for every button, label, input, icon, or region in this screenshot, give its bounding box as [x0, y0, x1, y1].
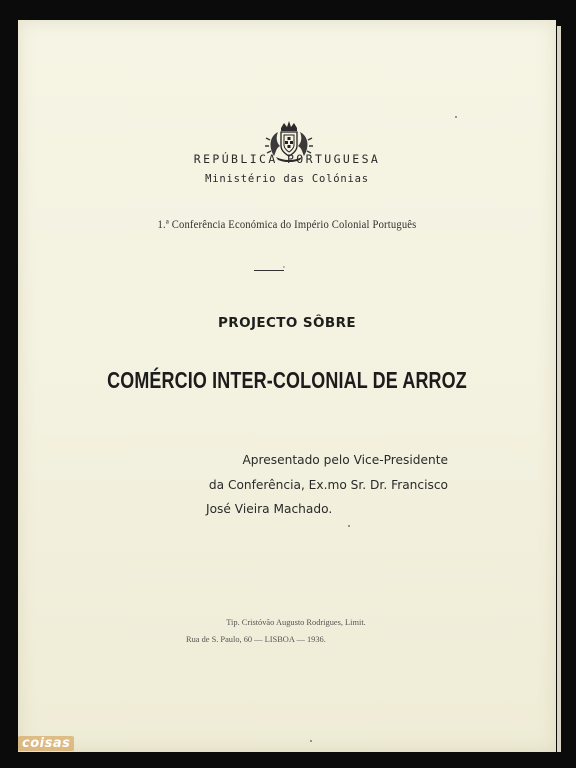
- page-edge: [557, 26, 561, 752]
- divider-rule: [254, 270, 284, 271]
- presenter-line-3: José Vieira Machado.: [206, 502, 333, 516]
- watermark-logo: coisas: [18, 736, 74, 751]
- document-title: COMÉRCIO INTER-COLONIAL DE ARROZ: [107, 367, 467, 393]
- ministerio-heading: Ministério das Colónias: [205, 173, 369, 185]
- imprint-line-2: Rua de S. Paulo, 60 — LISBOA — 1936.: [186, 635, 326, 644]
- republica-heading: REPÚBLICA PORTUGUESA: [193, 152, 381, 166]
- presenter-paragraph: [206, 448, 448, 522]
- project-label: PROJECTO SÔBRE: [217, 315, 356, 331]
- paper-speck: [455, 116, 457, 118]
- paper-speck: [348, 525, 350, 527]
- conference-line: 1.ª Conferência Económica do Império Colonial Português: [157, 219, 417, 231]
- presenter-line-1: Apresentado pelo Vice-Presidente: [242, 453, 448, 467]
- paper-speck: [310, 740, 312, 742]
- printer-imprint: [186, 614, 406, 648]
- imprint-line-1: Tip. Cristóvão Augusto Rodrigues, Limit.: [226, 618, 366, 627]
- document-page: [18, 20, 556, 752]
- divider-mark: ': [283, 265, 285, 273]
- presenter-line-2: da Conferência, Ex.mo Sr. Dr. Francisco: [208, 477, 448, 492]
